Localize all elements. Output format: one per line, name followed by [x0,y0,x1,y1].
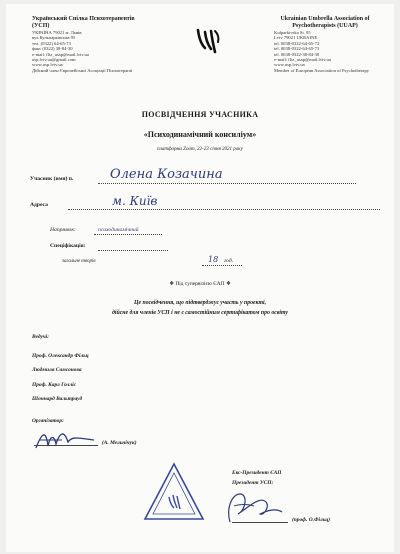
supervision-line [6,281,394,287]
specialty-underline [98,250,168,251]
usp-logo-icon [193,26,223,56]
header-right-line: e-mail: fliz_usap@mail.lviv.ua [274,57,331,63]
address-label: Адреса [30,202,48,208]
ornament-icon: ❖ [169,281,175,287]
direction-label: Напрямок: [50,227,76,233]
header-right-line: tel. 0038-0322-64-65-73 [274,40,320,46]
supervision-text: Під супервізією ЄАП [175,281,225,287]
header-left-line: e-mail: fliz_usap@mail.lviv.ua [32,51,89,57]
name-value: Олена Козачина [110,167,223,182]
address-underline [68,209,380,210]
name-label: Учасник (имя) п. [30,176,74,182]
header-right-title: Ukrainian Umbrella Association of Psychotherapists (UUAP) [280,16,370,29]
certificate-title: ПОСВІДЧЕННЯ УЧАСНИКА [141,110,259,119]
direction-value: психодинамічний [98,227,139,233]
direction-underline [94,234,162,235]
address-value: м. Київ [112,194,158,208]
usp-stamp [142,461,206,525]
organizer-underline [34,445,98,446]
header-left-abbr: (УСП) [32,23,50,29]
header-right-line: tel. 0038-0322-64-65-73 [274,46,320,52]
hours-value: 18 [208,255,219,264]
event-title: «Психодинамічний консиліум» [143,130,257,139]
header-right [262,16,388,73]
statement-line: дійсне для членів УСП і не є самостійним сертифікатом про освіту [112,310,288,316]
header-right-line: tel. 0038-0322-38-84-30 [274,51,320,57]
president-title-2: Президент УСП: [232,480,274,486]
hours-unit: год. [224,258,234,264]
organizer-signature [32,426,98,454]
header-right-line: Member of European Association of Psychotherapy [274,67,370,73]
board-member: Людмила Самсонова [32,367,82,373]
statement-line: Це посвідчення, що підтверджує участь у проекті, [133,300,267,306]
organizer-name: (А. Мельнічук) [102,440,137,446]
certificate-page [6,4,394,552]
board-member: Проф. Олександр Фільц [32,353,89,359]
ornament-icon: ❖ [225,281,231,287]
header-left-line: факс (0322) 38-84-30 [32,46,73,52]
hours-underline [202,265,242,266]
organizer-label: Організатор: [32,418,64,424]
header-left-line: вул.Кульпарківська 95 [32,35,76,41]
president-name: (проф. О.Фільц) [292,517,331,523]
board-member: Проф. Карл Голліс [32,382,77,388]
president-underline [232,522,288,523]
header-right-line: Lviv 79021 UKRAINE [274,35,318,41]
board-label: Ведучі: [32,334,49,340]
header-left [32,16,182,73]
header-right-line: www.usp.lviv.ua [274,62,305,68]
header-left-line: usp.lviv.ua@gmail.com [32,57,76,63]
name-underline [98,183,356,184]
board-member: Шоннард Вальтрауд [32,396,83,402]
president-signature [220,488,286,526]
header-right-line: Kulparkivska St. 95 [274,30,311,35]
event-dates: платформа Zoom, 22-23 січня 2021 року [157,147,243,152]
header-left-line: Дійсний член Європейської Асоціації Психотерапії [32,67,133,73]
specialty-label: Спеціфікація: [50,243,86,249]
header-left-title: Український Спілка Психотерапевтів [32,16,135,22]
president-title-1: Екс-Президент ЄАП [232,470,282,476]
header-left-line: тел. (0322) 64-65-73 [32,40,71,46]
header-left-line: УКРАЇНА 79021 м. Львів [32,30,82,35]
hours-label: загальне творів [62,259,96,264]
header-left-line: www.usp.lviv.ua [32,62,63,68]
